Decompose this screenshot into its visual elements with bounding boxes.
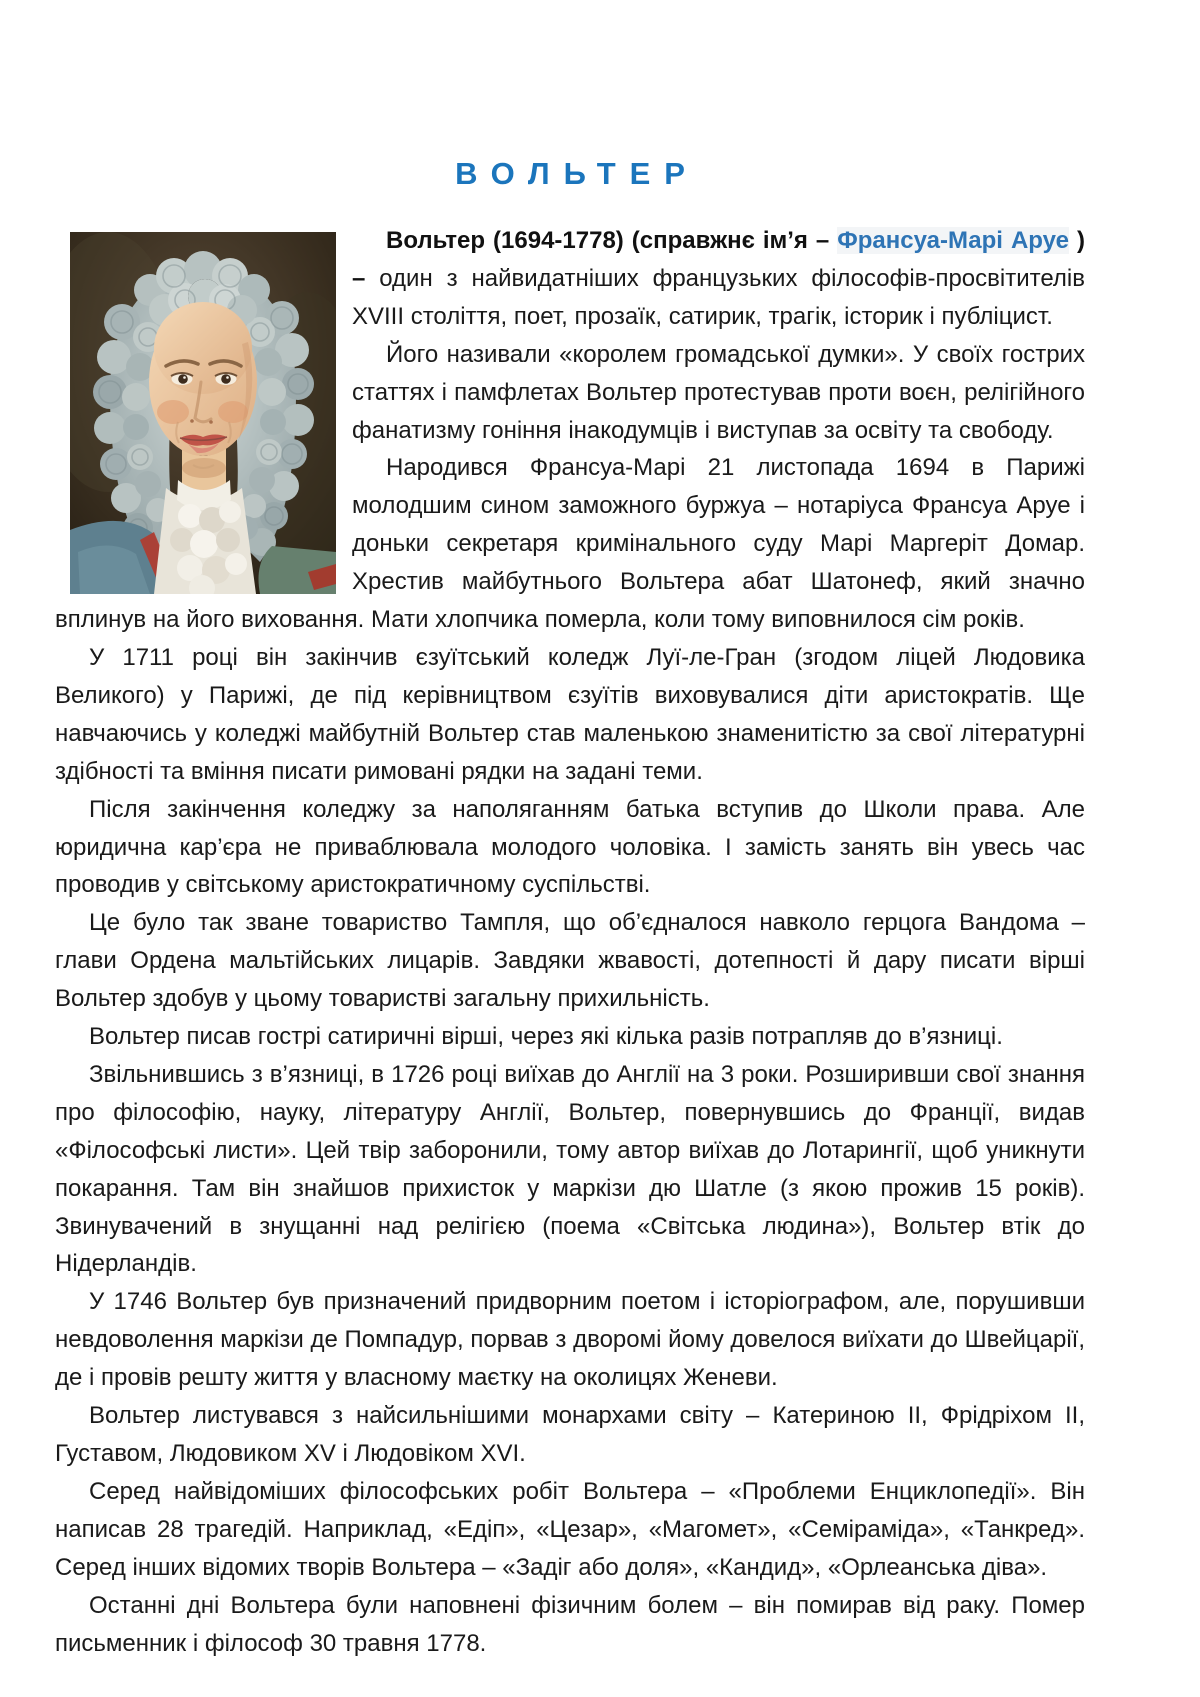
body-paragraph: Звільнившись з в’язниці, в 1726 році виїхав до Англії на 3 роки. Розширивши свої знання про філософію, науку, літературу Англії, Вольтер, повернувшись до Франції, видав «Філософські листи». Цей твір заборонили, тому автор виїхав до Лотарингії, щоб уникнути покарання. Там він знайшов прихисток у маркізи дю Шатле (з якою прожив 15 років). Звинувачений в знущанні над релігією (поема «Світська людина»), Вольтер втік до Нідерландів. [55,1060,1085,1278]
body-paragraph: Після закінчення коледжу за наполяганням батька вступив до Школи права. Але юридична кар’єра не приваблювала молодого чоловіка. І замість занять він увесь час проводив у світському аристократичному суспільстві. [55,795,1085,899]
voltaire-portrait-image [70,232,336,594]
body-paragraph: Вольтер писав гострі сатиричні вірші, через які кілька разів потрапляв до в’язниці. [89,1023,1003,1051]
intro-lead-text: Вольтер (1694-1778) (справжнє ім’я – [386,227,838,254]
body-paragraph: У 1711 році він закінчив єзуїтський коледж Луї-ле-Гран (згодом ліцей Людовика Великого) у Парижі, де під керівництвом єзуїтів виховувалися діти аристократів. Ще навчаючись у коледжі майбутній Вольтер став маленькою знаменитістю за свої літературні здібності та вміння писати римовані рядки на задані теми. [55,643,1085,785]
intro-lead-tail: ) – [352,227,1085,292]
body-paragraph: Вольтер листувався з найсильнішими монархами світу – Катериною II, Фрідріхом II, Густавом, Людовиком XV і Людовіком XVI. [55,1402,1085,1467]
body-paragraph: У 1746 Вольтер був призначений придворним поетом і історіографом, але, порушивши невдоволення маркізи де Помпадур, порвав з дворомі йому довелося виїхати до Швейцарії, де і провів решту життя у власному маєтку на околицях Женеви. [55,1288,1085,1392]
document-body [55,222,1085,1662]
voltaire-portrait [70,232,336,594]
body-paragraph: Його називали «королем громадської думки». У своїх гострих статтях і памфлетах Вольтер протестував проти воєн, релігійного фанатизму гоніння інакодумців і виступав за освіту та свободу. [352,340,1085,444]
body-paragraph: Останні дні Вольтера були наповнені фізичним болем – він помирав від раку. Помер письменник і філософ 30 травня 1778. [55,1591,1085,1657]
page-title: ВОЛЬТЕР [455,156,699,191]
body-paragraph: Серед найвідоміших філософських робіт Вольтера – «Проблеми Енциклопедії». Він написав 28 трагедій. Наприклад, «Едіп», «Цезар», «Магомет», «Семіраміда», «Танкред». Серед інших відомих творів Вольтера – «Задіг або доля», «Кандид», «Орлеанська діва». [55,1477,1085,1581]
body-paragraph: Це було так зване товариство Тампля, що об’єдналося навколо герцога Вандома – глави Ордена мальтійських лицарів. Завдяки жвавості, дотепності й дару писати вірші Вольтер здобув у цьому товаристві загальну прихильність. [55,909,1085,1013]
intro-body-text: один з найвидатніших французьких філософів-просвітителів XVIII століття, поет, прозаїк, сатирик, трагік, історик і публіцист. [352,264,1085,330]
voltaire-real-name-link[interactable]: Франсуа-Марі Аруе [837,227,1069,254]
body-paragraph: Народився Франсуа-Марі 21 листопада 1694 в Парижі молодшим сином заможного буржуа – нотаріуса Франсуа Аруе і доньки секретаря кримінального суду Марі Маргеріт Домар. Хрестив майбутнього Вольтера абат Шатонеф, який значно вплинув на його виховання. Мати хлопчика померла, коли тому виповнилося сім років. [55,454,1085,634]
